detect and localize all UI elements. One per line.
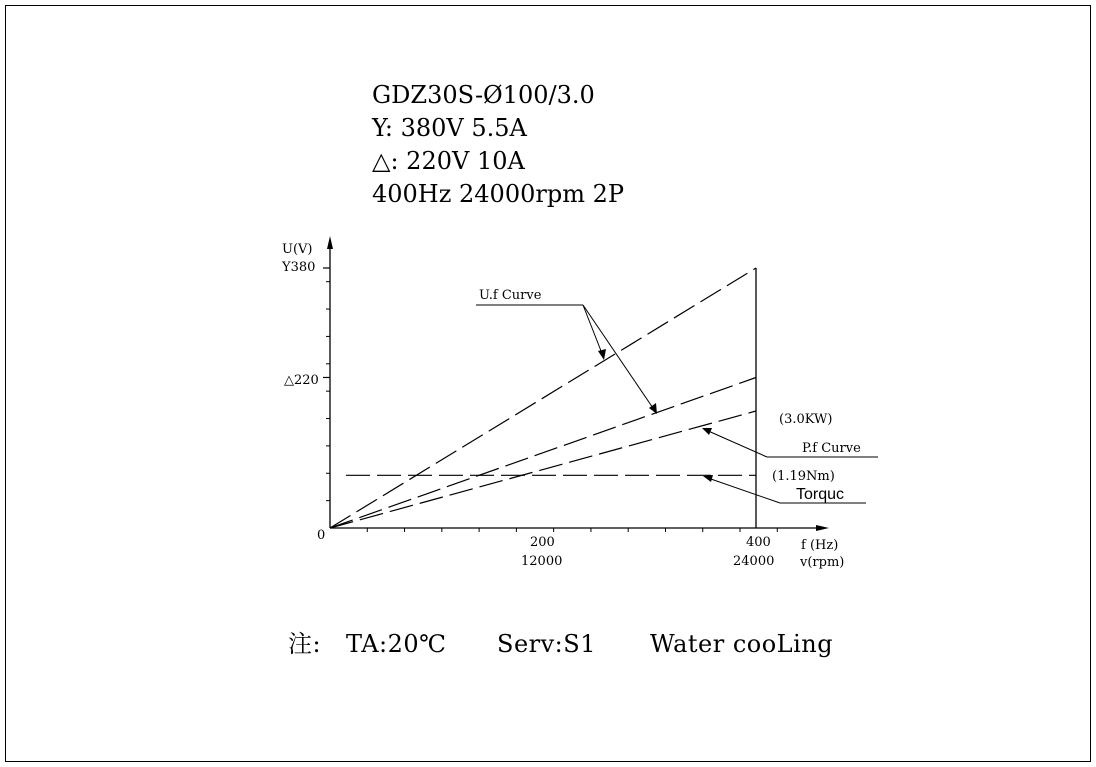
series-layer [330, 268, 756, 528]
x-tick-label-12000: 12000 [521, 554, 563, 569]
series-line-pf [330, 411, 756, 528]
series-line-uf_y [330, 268, 756, 528]
note-cooling: Water cooLing [650, 630, 834, 658]
x-tick-label-400: 400 [746, 535, 771, 550]
x-tick-label-200: 200 [530, 535, 555, 550]
note-duty: Serv:S1 [497, 630, 596, 658]
freq-speed: 400Hz 24000rpm 2P [372, 180, 624, 208]
x-axis-label-freq: f (Hz) [801, 538, 839, 553]
origin-label: 0 [317, 528, 326, 543]
torque-value-label: (1.19Nm) [772, 469, 835, 484]
y-minor-ticks [323, 268, 330, 501]
model-title: GDZ30S-Ø100/3.0 [372, 81, 595, 109]
pf-leader-arrow [702, 428, 712, 435]
torque-leader-arrow [703, 475, 713, 482]
uf-leader-1-arrow [598, 349, 606, 360]
y-tick-label-y380: Y380 [282, 260, 316, 275]
x-tick-label-24000: 24000 [733, 554, 775, 569]
torque-leader [708, 478, 780, 503]
star-rating: Y: 380V 5.5A [372, 114, 527, 142]
series-line-uf_delta [330, 378, 756, 529]
note-prefix: 注: [288, 630, 322, 658]
uf-leader-2 [583, 305, 655, 411]
delta-rating: △: 220V 10A [372, 147, 525, 175]
x-axis-arrow [816, 525, 829, 531]
pf-value-label: (3.0KW) [779, 412, 833, 427]
x-axis-label-speed: v(rpm) [800, 555, 845, 570]
pf-leader [706, 430, 767, 457]
pf-curve-label: P.f Curve [802, 441, 861, 456]
y-axis-label: U(V) [282, 242, 313, 257]
torque-label: Torquc [796, 486, 845, 503]
y-axis-arrow [327, 236, 333, 249]
note-ambient-temp: TA:20℃ [346, 630, 447, 658]
uf-curve-label: U.f Curve [479, 288, 542, 303]
y-tick-label-delta220: △220 [284, 373, 319, 388]
